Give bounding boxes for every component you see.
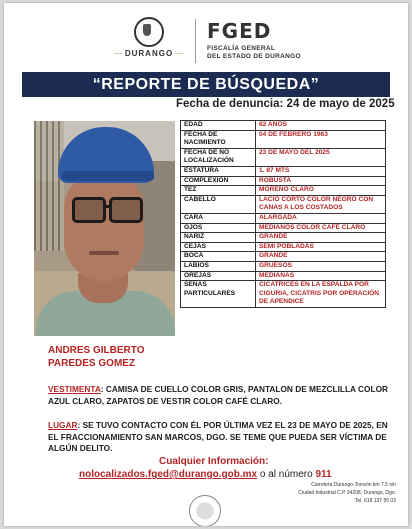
detail-label: CEJAS [181, 242, 256, 252]
photo-mouth [89, 251, 119, 255]
photo-glasses-left [72, 197, 106, 223]
photo-scaffold [34, 121, 64, 251]
detail-row [181, 242, 386, 252]
place-text: : SE TUVO CONTACTO CON ÉL POR ÚLTIMA VEZ EL 23 DE MAYO DE 2025, EN EL FRACCIONAMIENTO SAN MARCOS, DGO. SE TEME QUE PUEDA SER VÍCTIMA DE ALGÚN DELITO. [48, 420, 388, 453]
contact-phone: 911 [315, 469, 332, 480]
detail-label: SEÑAS PARTICULARES [181, 281, 256, 308]
detail-label: FECHA DE NACIMIENTO [181, 130, 256, 148]
org-line-1: FISCALÍA GENERAL [207, 45, 276, 52]
detail-label: CARA [181, 213, 256, 223]
person-name-line-2: PAREDES GOMEZ [48, 358, 136, 369]
detail-label: EDAD [181, 121, 256, 131]
detail-value: ROBUSTA [256, 176, 386, 186]
detail-row [181, 213, 386, 223]
detail-value: GRUESOS [256, 261, 386, 271]
detail-value: 23 DE MAYO DEL 2025 [256, 148, 386, 166]
detail-value: 1. 87 MTS [256, 166, 386, 176]
detail-value: CICATRICES EN LA ESPALDA POR CIGURIA, CICATRIS POR OPERACIÓN DE APENDICE [256, 281, 386, 308]
state-seal-icon [189, 495, 221, 526]
detail-value: MEDIANOS COLOR CAFÉ CLARO [256, 223, 386, 233]
detail-label: ESTATURA [181, 166, 256, 176]
poster [4, 3, 408, 526]
place-label: LUGAR [48, 420, 78, 430]
detail-row [181, 271, 386, 281]
detail-row [181, 223, 386, 233]
report-title-banner: “REPORTE DE BÚSQUEDA” [22, 72, 390, 97]
org-name [207, 45, 301, 61]
person-name-line-1: ANDRES GILBERTO [48, 345, 145, 356]
detail-label: CABELLO [181, 195, 256, 213]
detail-row [181, 166, 386, 176]
detail-label: FECHA DE NO LOCALIZACIÓN [181, 148, 256, 166]
place-description [48, 420, 388, 455]
photo-glasses-bridge [103, 205, 112, 208]
report-date: Fecha de denuncia: 24 de mayo de 2025 [176, 98, 395, 110]
detail-label: COMPLEXIÓN [181, 176, 256, 186]
detail-value: MEDIANAS [256, 271, 386, 281]
crest-icon [134, 17, 164, 47]
detail-value: LACIO CORTO COLOR NEGRO CON CANAS A LOS COSTADOS [256, 195, 386, 213]
clothing-label: VESTIMENTA [48, 384, 101, 394]
detail-row [181, 176, 386, 186]
person-name [48, 344, 145, 370]
contact-heading: Cualquier Información: [159, 456, 269, 467]
detail-value: 04 DE FEBRERO 1963 [256, 130, 386, 148]
contact-email-link[interactable]: nolocalizados.fged@durango.gob.mx [79, 469, 258, 480]
address-line-3: Tel. 618 137 55 02 [354, 498, 396, 504]
detail-value: 62 AÑOS [256, 121, 386, 131]
header-divider [195, 19, 196, 63]
durango-logo-text: — DURANGO — [104, 49, 194, 58]
fged-logo [207, 19, 301, 61]
header [4, 11, 408, 67]
address-line-2: Ciudad Industrial C.P 34208, Durango, Dgo. [298, 490, 396, 496]
detail-label: BOCA [181, 252, 256, 262]
clothing-text: : CAMISA DE CUELLO COLOR GRIS, PANTALON DE MEZCLILLA COLOR AZUL CLARO, ZAPATOS DE VESTIR COLOR CAFÉ CLARO. [48, 384, 389, 406]
detail-row [181, 195, 386, 213]
missing-person-photo [34, 121, 175, 336]
clothing-description [48, 384, 388, 407]
detail-label: LABIOS [181, 261, 256, 271]
office-address [280, 481, 396, 505]
detail-row [181, 130, 386, 148]
detail-row [181, 281, 386, 308]
detail-row [181, 186, 386, 196]
contact-line [79, 469, 332, 480]
detail-label: OREJAS [181, 271, 256, 281]
detail-row [181, 121, 386, 131]
detail-row [181, 148, 386, 166]
detail-row [181, 233, 386, 243]
address-line-1: Carretera Durango-Torreón km 7.5 s/n [311, 482, 396, 488]
detail-label: TEZ [181, 186, 256, 196]
photo-cap-brim [62, 171, 154, 181]
detail-value: GRANDE [256, 233, 386, 243]
durango-logo [104, 17, 194, 67]
photo-glasses-right [109, 197, 143, 223]
contact-middle-text: o al número [257, 469, 316, 480]
org-acronym: FGED [207, 19, 272, 43]
detail-row [181, 252, 386, 262]
org-line-2: DEL ESTADO DE DURANGO [207, 53, 301, 60]
detail-value: MORENO CLARO [256, 186, 386, 196]
detail-value: GRANDE [256, 252, 386, 262]
detail-label: NARIZ [181, 233, 256, 243]
photo-face [64, 171, 144, 281]
detail-label: OJOS [181, 223, 256, 233]
description-table [180, 120, 386, 308]
detail-row [181, 261, 386, 271]
detail-value: ALARGADA [256, 213, 386, 223]
detail-value: SEMI POBLADAS [256, 242, 386, 252]
